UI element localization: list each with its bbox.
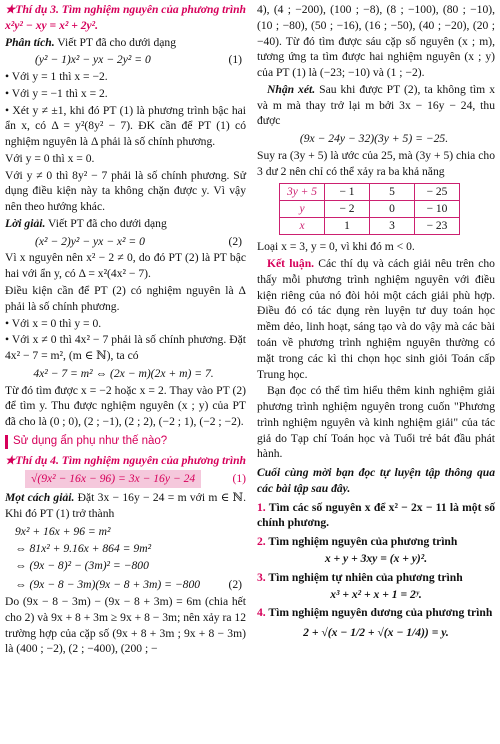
remark-label: Nhận xét. (267, 82, 316, 96)
conclusion-text: Các thí dụ và cách giải nêu trên cho thấy mỗi phương trình nghiệm nguyên với điều kiện riêng của nó đòi hỏi một cách giải phù hợp. Điều đó có tác dụng rèn luyện tư duy toán học mềm dẻo, linh hoạt, sáng tạo và do vậy mà các bài toán về phương trình nghiệm nguyên thường có mặt trong các kì thi chọn học sinh giỏi Toán cấp Trung học. (257, 257, 495, 381)
derivation-line-4-text: ⇔ (9x − 8 − 3m)(9x − 8 + 3m) = −800 (15, 577, 201, 591)
one-solution-text: Đặt 3x − 16y − 24 = m với m ∈ ℕ. Khi đó PT (1) trở thành (5, 491, 246, 520)
derivation-line-4-number: (2) (228, 577, 242, 591)
equation-factor (5, 365, 246, 383)
remark-paragraph (257, 82, 495, 129)
equation-factor-text: 4x² − 7 = m² ⇔ (2x − m)(2x + m) = 7. (33, 366, 214, 380)
derivation-line-2: ⇔ 81x² + 9.16x + 864 = 9m² (15, 541, 152, 555)
paragraph-deduce: Suy ra (3y + 5) là ước của 25, mà (3y + 5) chia cho 3 dư 2 nên chỉ có thể xảy ra ba khả năng (257, 148, 495, 178)
bullet-y-not-pm1: • Xét y ≠ ±1, khi đó PT (1) là phương trình bậc hai ẩn x, có Δ = y²(8y² − 7). ĐK cần để PT (1) có nghiệm nguyên là Δ phải là số chính phương. (5, 103, 246, 149)
equation-remark (257, 130, 495, 148)
table-cell: − 1 (325, 184, 370, 201)
example-4-heading: ★Thí dụ 4. Tìm nghiệm nguyên của phương trình (5, 453, 247, 467)
table-row-head: y (280, 201, 325, 218)
right-column (257, 2, 495, 641)
equation-example-4-number: (1) (232, 472, 246, 486)
analysis-label: Phân tích. (5, 35, 55, 49)
bullet-y-1: • Với y = 1 thì x = −2. (5, 70, 108, 84)
paragraph-x-integer: Vì x nguyên nên x² − 2 ≠ 0, do đó PT (2) là PT bậc hai với ẩn y, có Δ = x²(4x² − 7). (5, 251, 246, 281)
bullet-x-0: • Với x = 0 thì y = 0. (5, 316, 102, 330)
table-row-head: x (280, 218, 325, 235)
readers-paragraph: Bạn đọc có thể tìm hiểu thêm kinh nghiệm giải phương trình nghiệm nguyên trong cuốn "Phương trình nghiệm nguyên và kinh nghiệm giải" của tác giả do Tạp chí Toán học và Tuổi trẻ bát đầu phát hành. (257, 384, 495, 461)
section-bar (5, 435, 8, 449)
exercise-2-number: 2. (257, 535, 266, 549)
table-row (280, 201, 460, 218)
exercise-2 (257, 534, 495, 550)
bullet-y-minus-1: • Với y = −1 thì x = 2. (5, 86, 108, 100)
paragraph-solutions: Từ đó tìm được x = −2 hoặc x = 2. Thay vào PT (2) để tìm y. Thu được nghiệm nguyên (x ; y) của PT đã cho là (0 ; 0), (2 ; −1), (2 ; 2), (−2 ; 1), (−2 ; −2). (5, 383, 246, 429)
table-cell: − 2 (325, 201, 370, 218)
solution-label: Lời giải. (5, 216, 46, 230)
derivation-line-4 (15, 575, 246, 594)
conclusion-label: Kết luận. (267, 257, 315, 271)
section-heading (5, 434, 246, 450)
paragraph-y-nonzero: Với y ≠ 0 thì 8y² − 7 phải là số chính phương. Sử dụng điều kiện này ta không chặn được y. Vì vậy nên theo hướng khác. (5, 168, 246, 214)
equation-2-number: (2) (228, 234, 242, 248)
paragraph-cases: Do (9x − 8 − 3m) − (9x − 8 + 3m) = 6m (chia hết cho 2) và 9x + 8 + 3m ≥ 9x + 8 − 3m; nên xảy ra 12 trường hợp của cặp số (9x + 8 + 3m ; 9x + 8 − 3m) là (400 ; −2), (2 ; −400), (200 ; − (5, 595, 246, 656)
equation-2-text: (x² − 2)y² − yx − x² = 0 (35, 234, 145, 248)
equation-2 (5, 233, 246, 251)
left-column (5, 2, 246, 658)
exercise-3-text: Tìm nghiệm tự nhiên của phương trình (265, 570, 463, 584)
solution-text: Viết PT đã cho dưới dạng (45, 216, 167, 230)
exercise-4 (257, 605, 495, 621)
equation-example-4-text: √(9x² − 16x − 96) = 3x − 16y − 24 (25, 470, 201, 488)
table-cell: − 23 (415, 218, 460, 235)
solution-paragraph (5, 216, 246, 232)
table-cell: − 25 (415, 184, 460, 201)
exercise-4-number: 4. (257, 606, 266, 620)
derivation (5, 523, 246, 595)
table-cell: 3 (370, 218, 415, 235)
paragraph-condition: Điều kiện cần để PT (2) có nghiệm nguyên là Δ phải là số chính phương. (5, 284, 246, 313)
one-solution-paragraph (5, 490, 246, 522)
analysis-text: Viết PT đã cho dưới dạng (54, 35, 177, 49)
table-cell: 1 (325, 218, 370, 235)
cases-table (279, 183, 460, 235)
table-cell: − 10 (415, 201, 460, 218)
exercise-2-equation: x + y + 3xy = (x + y)². (324, 551, 428, 565)
exercise-1 (257, 500, 495, 532)
exercise-2-text: Tìm nghiệm nguyên của phương trình (265, 535, 458, 549)
exercise-3-number: 3. (257, 570, 266, 584)
paragraph-pairs-continued: 4), (4 ; −200), (100 ; −8), (8 ; −100), (80 ; −10), (10 ; −80), (50 ; −16), (16 ; −50), (40 ; −20), (20 ; −40). Từ đó tìm được sáu cặp số nguyên (x ; m), tương ứng ta tìm được hai nghiệm nguyên (x ; y) của PT (1) là (−23; −10) và (1 ; −2). (257, 3, 495, 80)
equation-1 (5, 51, 246, 69)
table-row (280, 184, 460, 201)
exercise-1-number: 1. (257, 500, 266, 514)
one-solution-label: Mọt cách giải. (5, 491, 75, 505)
conclusion-paragraph (257, 256, 495, 382)
equation-example-4 (5, 470, 246, 488)
exercise-4-equation: 2 + √(x − 1/2 + √(x − 1/4)) = y. (303, 626, 449, 640)
equation-1-text: (y² − 1)x² − yx − 2y² = 0 (35, 53, 151, 67)
exercise-4-text: Tìm nghiệm nguyên dương của phương trình (265, 606, 493, 620)
paragraph-exclude: Loại x = 3, y = 0, vì khi đó m < 0. (257, 240, 415, 254)
table-row-head: 3y + 5 (280, 184, 325, 201)
exercise-1-text: Tìm các số nguyên x để x² − 2x − 11 là một số chính phương. (257, 500, 495, 530)
derivation-line-3: ⇔ (9x − 8)² − (3m)² = −800 (15, 559, 149, 573)
bullet-x-nonzero: • Với x ≠ 0 thì 4x² − 7 phải là số chính phương. Đặt 4x² − 7 = m², (m ∈ ℕ), ta có (5, 333, 246, 363)
table-row (280, 218, 460, 235)
table-cell: 0 (370, 201, 415, 218)
derivation-line-1: 9x² + 16x + 96 = m² (15, 524, 111, 538)
example-3-heading: ★Thí dụ 3. Tìm nghiệm nguyên của phương trình x²y² − xy = x² + 2y². (5, 3, 247, 32)
remark-text: Sau khi được PT (2), ta không tìm x và m mà thay trở lại m bởi 3x − 16y − 24, thu được (257, 82, 495, 128)
equation-remark-text: (9x − 24y − 32)(3y + 5) = −25. (299, 132, 449, 146)
equation-1-number: (1) (228, 53, 242, 67)
paragraph-y-0: Với y = 0 thì x = 0. (5, 151, 95, 165)
exercise-3-equation: x³ + x² + x + 1 = 2ʸ. (330, 587, 422, 601)
analysis-paragraph (5, 35, 246, 51)
section-title: Sử dụng ẩn phụ như thế nào? (13, 434, 168, 447)
table-cell: 5 (370, 184, 415, 201)
exercise-3 (257, 570, 495, 586)
exercises-intro: Cuối cùng mời bạn đọc tự luyện tập thông qua các bài tập sau đây. (257, 466, 495, 495)
